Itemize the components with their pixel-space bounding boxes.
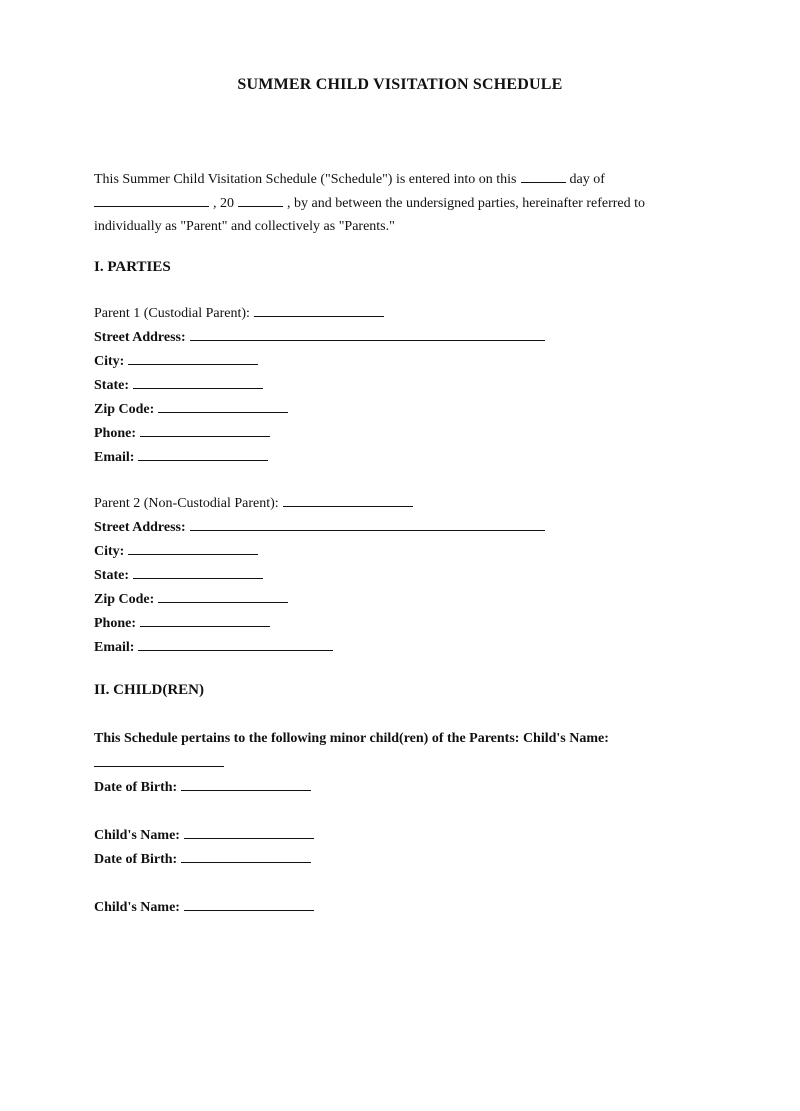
intro-text-5: individually as "Parent" and collectively as "Parents."	[94, 219, 395, 234]
field-row	[94, 848, 706, 872]
field-row	[94, 492, 706, 516]
parent2-state-blank-field[interactable]	[133, 567, 263, 579]
parent2-street-label: Street Address:	[94, 519, 186, 535]
children-intro-paragraph: This Schedule pertains to the following minor child(ren) of the Parents: Child's Name:	[94, 730, 609, 746]
parent1-city-label: City:	[94, 353, 125, 369]
document-page	[0, 76, 800, 920]
parent2-name-blank-field[interactable]	[283, 495, 413, 507]
parent2-city-blank-field[interactable]	[128, 543, 258, 555]
field-row	[94, 896, 706, 920]
field-row	[94, 776, 706, 800]
intro-paragraph	[94, 168, 706, 239]
child3-name-label: Child's Name:	[94, 899, 180, 915]
field-row	[94, 446, 706, 470]
parent2-phone-blank-field[interactable]	[140, 615, 270, 627]
child1-dob-label: Date of Birth:	[94, 779, 178, 795]
section-heading-children: II. CHILD(REN)	[94, 681, 205, 698]
field-row	[94, 588, 706, 612]
field-row	[94, 350, 706, 374]
field-row	[94, 564, 706, 588]
parent1-block	[94, 302, 706, 470]
parent1-state-blank-field[interactable]	[133, 377, 263, 389]
parent1-email-label: Email:	[94, 449, 135, 465]
parent1-state-label: State:	[94, 377, 129, 393]
parent1-phone-blank-field[interactable]	[140, 425, 270, 437]
field-row	[94, 398, 706, 422]
parent2-phone-label: Phone:	[94, 615, 136, 631]
parent1-phone-label: Phone:	[94, 425, 136, 441]
parent1-zip-label: Zip Code:	[94, 401, 155, 417]
page-title: SUMMER CHILD VISITATION SCHEDULE	[237, 76, 563, 93]
field-row	[94, 752, 706, 776]
parent1-zip-blank-field[interactable]	[158, 401, 288, 413]
parent2-name-label: Parent 2 (Non-Custodial Parent):	[94, 495, 279, 511]
field-row	[94, 374, 706, 398]
field-row	[94, 824, 706, 848]
day-blank-field[interactable]	[521, 171, 566, 183]
parent2-email-blank-field[interactable]	[138, 639, 333, 651]
child1-dob-blank-field[interactable]	[181, 779, 311, 791]
field-row	[94, 540, 706, 564]
intro-text-3: , 20	[213, 195, 234, 211]
parent2-zip-label: Zip Code:	[94, 591, 155, 607]
parent1-email-blank-field[interactable]	[138, 449, 268, 461]
child2-dob-blank-field[interactable]	[181, 851, 311, 863]
field-row	[94, 636, 706, 660]
parent2-email-label: Email:	[94, 639, 135, 655]
parent2-zip-blank-field[interactable]	[158, 591, 288, 603]
child2-name-blank-field[interactable]	[184, 827, 314, 839]
child2-dob-label: Date of Birth:	[94, 851, 178, 867]
child1-name-blank-field[interactable]	[94, 755, 224, 767]
section-heading-parties: I. PARTIES	[94, 258, 171, 275]
child3-name-blank-field[interactable]	[184, 899, 314, 911]
field-row	[94, 516, 706, 540]
parent1-street-label: Street Address:	[94, 329, 186, 345]
parent1-name-blank-field[interactable]	[254, 305, 384, 317]
parent1-street-blank-field[interactable]	[190, 329, 545, 341]
field-row	[94, 422, 706, 446]
parent2-city-label: City:	[94, 543, 125, 559]
intro-text-4: , by and between the undersigned parties, hereinafter referred to	[287, 195, 646, 211]
parent1-name-label: Parent 1 (Custodial Parent):	[94, 305, 250, 321]
year-blank-field[interactable]	[238, 195, 283, 207]
parent2-block	[94, 492, 706, 660]
parent2-state-label: State:	[94, 567, 129, 583]
parent1-city-blank-field[interactable]	[128, 353, 258, 365]
intro-text-1: This Summer Child Visitation Schedule ("Schedule") is entered into on this	[94, 172, 517, 187]
child3-block	[94, 896, 706, 920]
field-row	[94, 326, 706, 350]
field-row	[94, 612, 706, 636]
child2-block	[94, 824, 706, 872]
month-blank-field[interactable]	[94, 195, 209, 207]
parent2-street-blank-field[interactable]	[190, 519, 545, 531]
intro-text-2: day of	[569, 172, 605, 187]
field-row	[94, 302, 706, 326]
child2-name-label: Child's Name:	[94, 827, 180, 843]
